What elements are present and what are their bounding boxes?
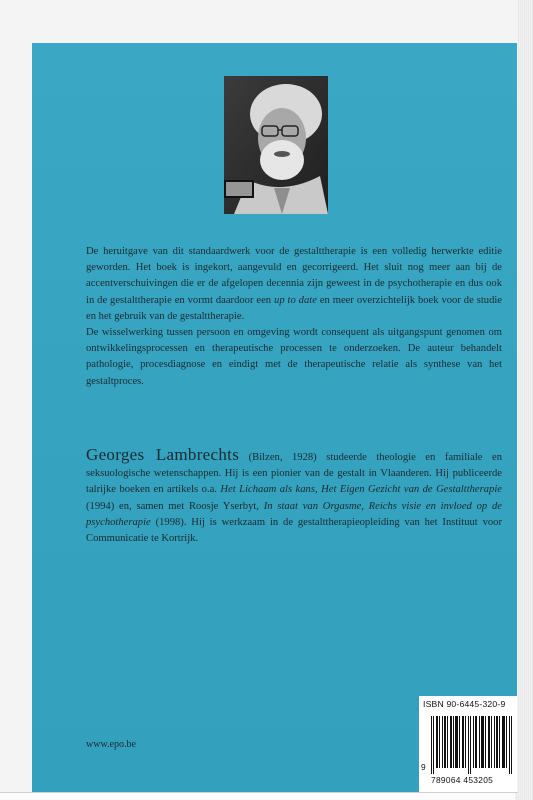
bio-book-title-1: Het Lichaam als kans, Het Eigen Gezicht van de Gestalttherapie — [220, 484, 503, 496]
bio-text-3: (1998). Hij is werkzaam in de gestalttherapieopleiding van het Instituut voor Communicatie te Kortrijk. — [86, 516, 502, 545]
paragraph-1-text-b: en meer overzichtelijk boek voor de studie en het gebruik van de gestalttherapie. — [86, 294, 503, 322]
barcode-lead-digit: 9 — [421, 762, 426, 772]
barcode-digits: 789064 453205 — [431, 775, 494, 785]
paragraph-1-text-a: De heruitgave van dit standaardwerk voor de gestalttherapie is een volledig herwerkte editie geworden. Het boek is ingekort, aangevuld en gecorrigeerd. Het sluit nog meer aan bij de accentverschuivingen die er de afgelopen decennia zijn geweest in de psychotherapie en dus ook in de gestalttherapie en vormt daardoor een — [86, 246, 502, 306]
description-paragraph-2: De wisselwerking tussen persoon en omgeving wordt consequent als uitgangspunt genomen om ontwikkelingsprocessen en therapeutische processen te onderzoeken. De auteur behandelt pathologie, procesdiagnose en eindigt met de therapeutische relatie als synthese van het gestaltproces. — [86, 327, 502, 387]
barcode-icon — [431, 716, 513, 774]
cover-panel — [32, 43, 517, 792]
isbn-barcode-box — [419, 696, 517, 792]
description-text — [86, 244, 502, 390]
author-bio — [86, 447, 502, 547]
author-photo — [224, 76, 328, 214]
isbn-label: ISBN 90-6445-320-9 — [423, 699, 506, 709]
author-bio-paragraph — [86, 447, 502, 547]
paragraph-1-emphasis: up to date — [274, 294, 317, 306]
bio-text-2: (1994) en, samen met Roosje Yserbyt, — [86, 500, 264, 512]
author-name: Georges Lambrechts — [86, 445, 240, 464]
author-portrait-image — [224, 76, 328, 214]
bio-book-title-2: In staat van Orgasme, Reichs visie en invloed op de psychotherapie — [86, 500, 502, 528]
publisher-website: www.epo.be — [86, 739, 136, 750]
description-paragraph-1 — [86, 244, 502, 325]
bio-text-1: (Bilzen, 1928) studeerde theologie en familiale en seksuologische wetenschappen. Hij is een pionier van de gestalt in Vlaanderen. Hij publiceerde talrijke boeken en artikels o.a. — [86, 452, 502, 496]
